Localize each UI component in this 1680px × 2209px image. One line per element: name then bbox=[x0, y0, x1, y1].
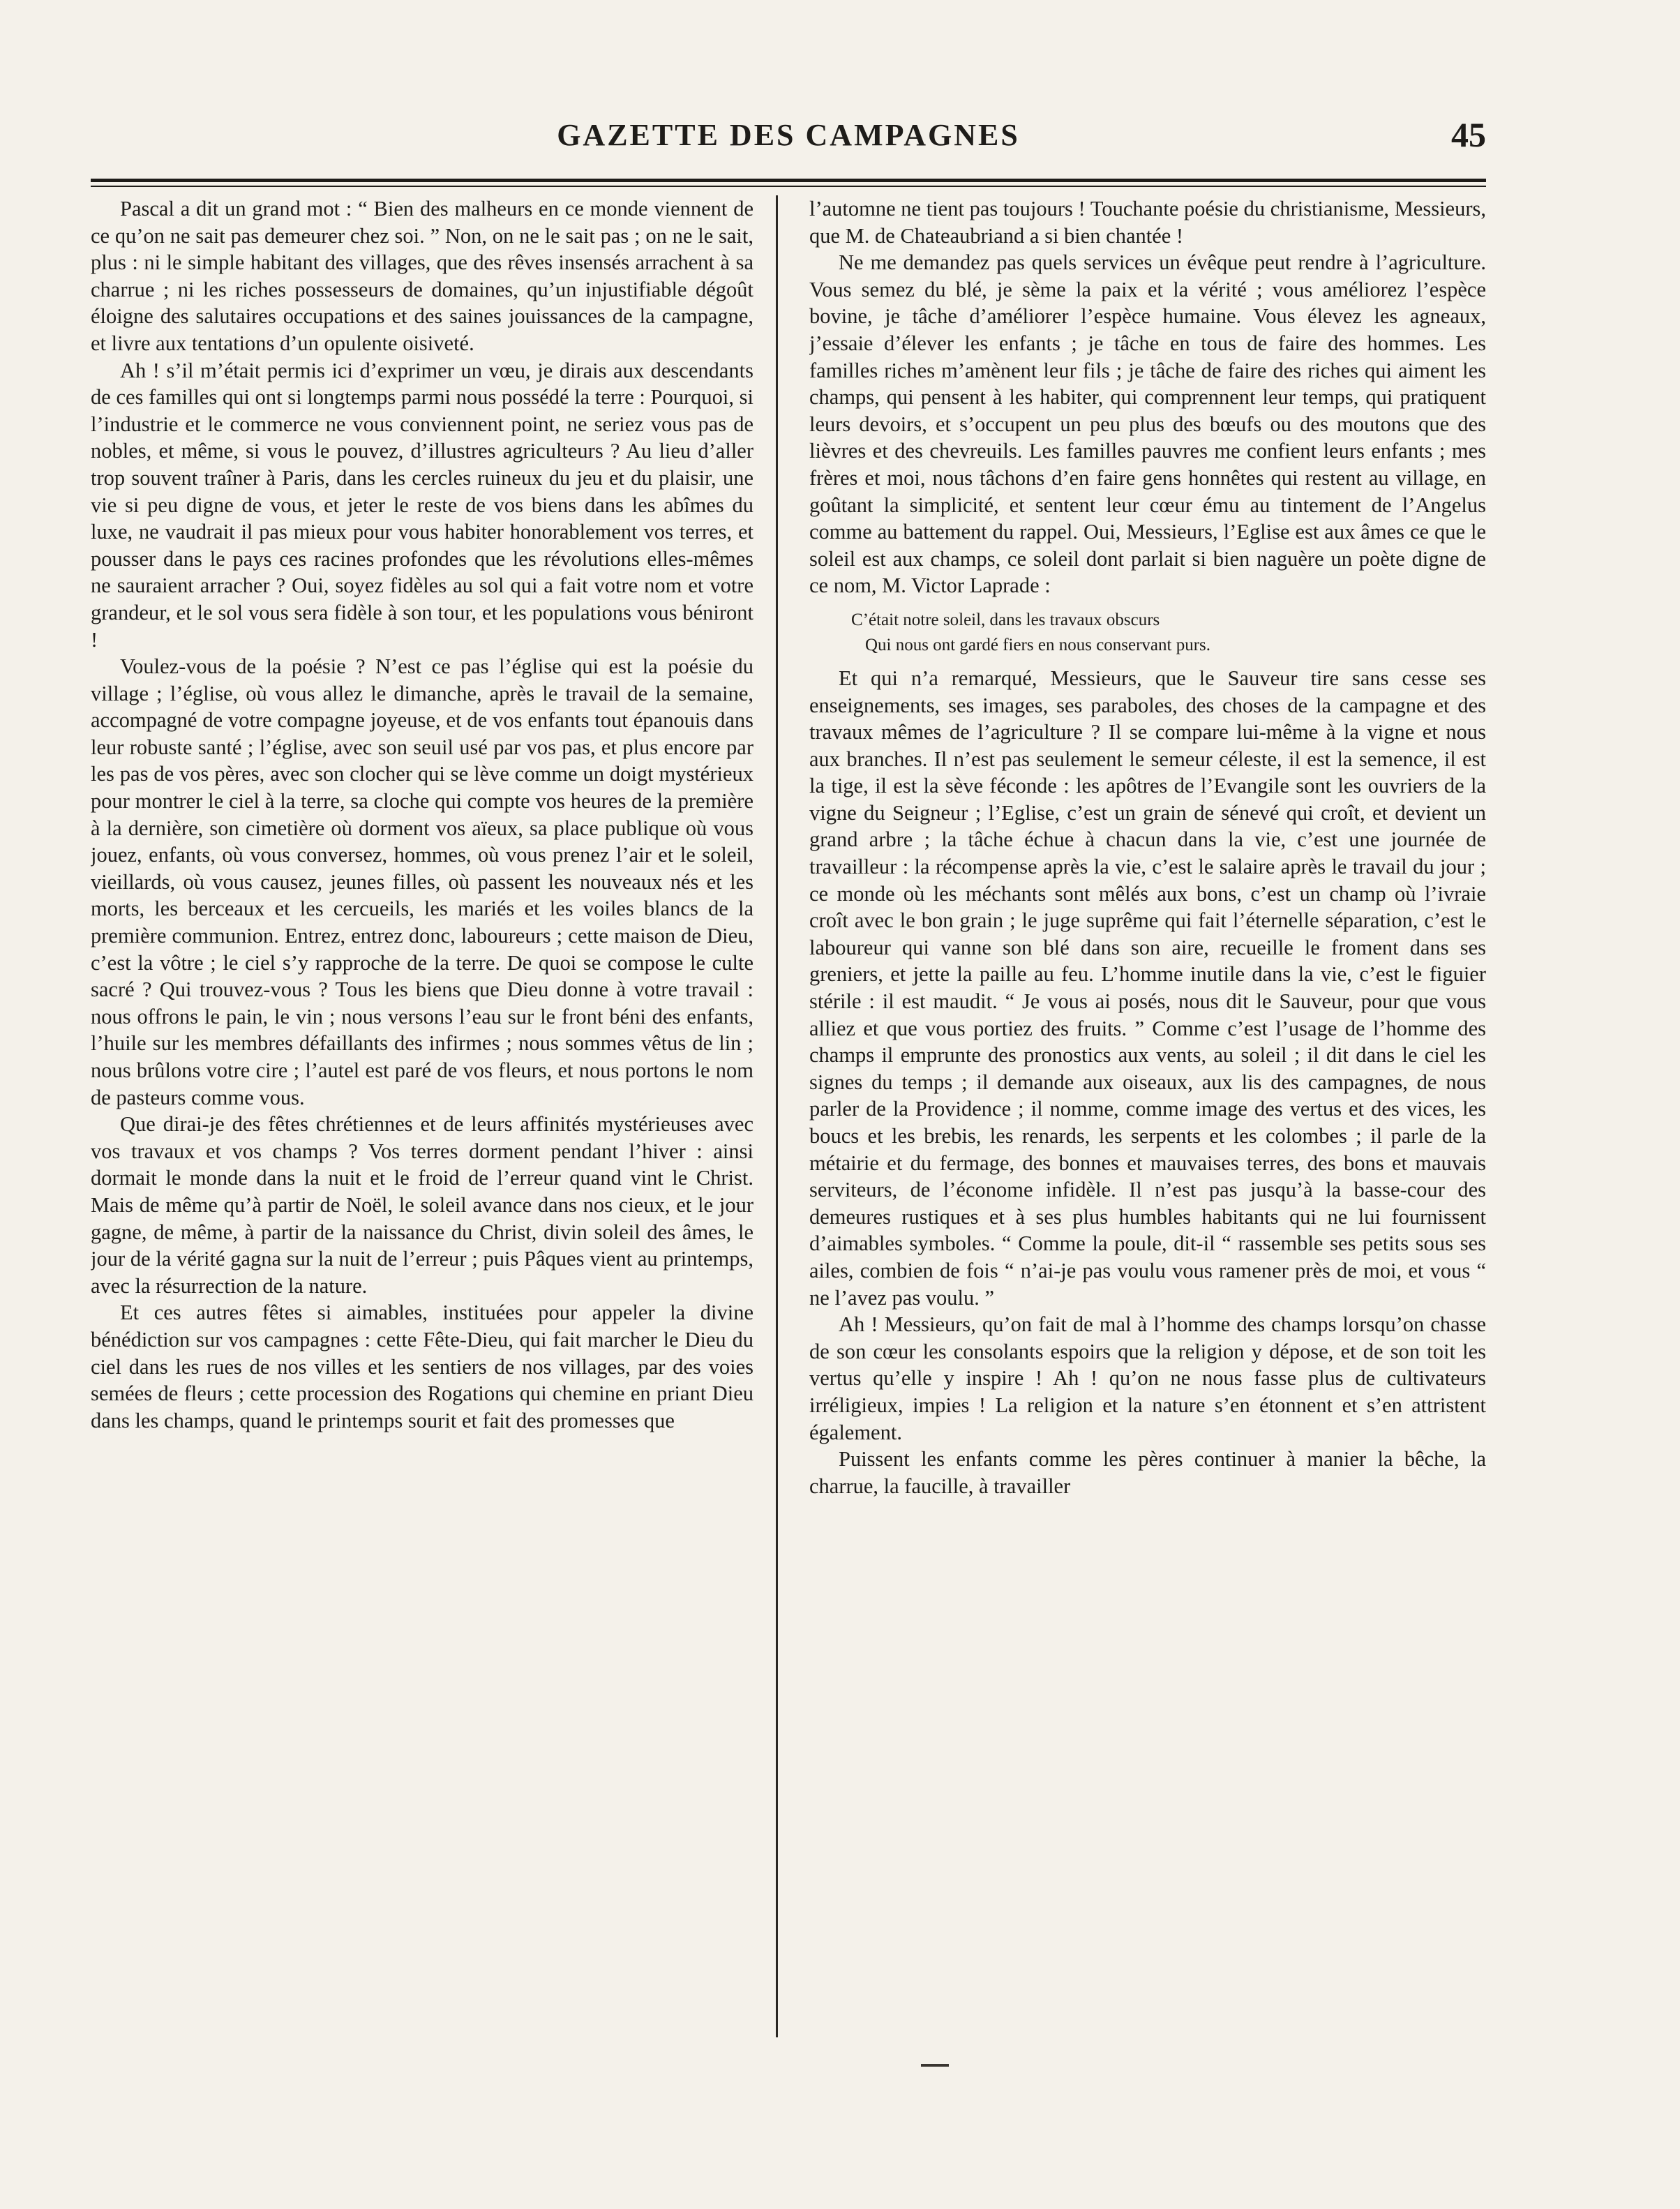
paragraph: Voulez-vous de la poésie ? N’est ce pas l’église qui est la poésie du village ; l’église, où vous allez le dimanche, après le travail de la semaine, accompagné de votre compagne joyeuse, et de vos enfants tout épanouis dans leur robuste santé ; l’église, avec son seuil usé par vos pas, et plus encore par les pas de vos pères, avec son clocher qui se lève comme un doigt mystérieux pour montrer le ciel à la terre, sa cloche qui compte vos heures de la première à la dernière, son cimetière où dorment vos aïeux, sa place publique où vous jouez, enfants, où vous conversez, hommes, où vous prenez l’air et le soleil, vieillards, où vous causez, jeunes filles, où passent les nouveaux nés et les morts, les berceaux et les cercueils, les mariés et les voiles blancs de la première communion. Entrez, entrez donc, laboureurs ; cette maison de Dieu, c’est la vôtre ; le ciel s’y rapproche de la terre. De quoi se compose le culte sacré ? Qui trouvez-vous ? Tous les biens que Dieu donne à votre travail : nous offrons le pain, le vin ; nous versons l’eau sur le front béni des enfants, l’huile sur les membres défaillants des infirmes ; nous sommes vêtus de lin ; nous brûlons votre cire ; l’autel est paré de vos fleurs, et nous portons le nom de pasteurs comme vous. bbox=[91, 654, 753, 1109]
paragraph: Ah ! Messieurs, qu’on fait de mal à l’homme des champs lorsqu’on chasse de son cœur les consolants espoirs que la religion y dépose, et de son toit les vertus qu’elle y inspire ! Ah ! qu’on ne nous fasse plus de cultivateurs irréligieux, impies ! La religion et la nature s’en étonnent et s’en attristent également. bbox=[809, 1312, 1486, 1444]
paragraph: Que dirai-je des fêtes chrétiennes et de leurs affinités mystérieuses avec vos travaux et vos champs ? Vos terres dorment pendant l’hiver : ainsi dormait le monde dans la nuit et le froid de l’erreur quand vint le Christ. Mais de même qu’à partir de Noël, le soleil avance dans nos cieux, et le jour gagne, de même, à partir de la naissance du Christ, divin soleil des âmes, le jour de la vérité gagna sur la nuit de l’erreur ; puis Pâques vient au printemps, avec la résurrection de la nature. bbox=[91, 1112, 753, 1298]
header-rule-thick bbox=[91, 179, 1486, 182]
verse-line: Qui nous ont gardé fiers en nous conservant purs. bbox=[865, 635, 1211, 654]
footer-mark bbox=[921, 2064, 949, 2067]
left-column bbox=[91, 195, 753, 2051]
paragraph: Pascal a dit un grand mot : “ Bien des malheurs en ce monde viennent de ce qu’on ne sait pas demeurer chez soi. ” Non, on ne le sait pas ; on ne le sait, plus : ni le simple habitant des villages, que des rêves insensés arrachent à sa charrue ; ni les riches possesseurs de domaines, qu’un injustifiable dégoût éloigne des salutaires occupations et des saines jouissances de la campagne, et livre aux tentations d’un opulente oisiveté. bbox=[91, 197, 753, 355]
column-divider bbox=[776, 195, 778, 2037]
page-title: GAZETTE DES CAMPAGNES bbox=[557, 118, 1020, 152]
verse-line: C’était notre soleil, dans les travaux obscurs bbox=[851, 610, 1160, 629]
paragraph: Puissent les enfants comme les pères continuer à manier la bêche, la charrue, la faucille, à travailler bbox=[809, 1447, 1486, 1498]
verse-quote bbox=[809, 608, 1486, 658]
header-rule-thin bbox=[91, 186, 1486, 187]
page-number: 45 bbox=[1451, 115, 1486, 154]
paragraph: Ah ! s’il m’était permis ici d’exprimer un vœu, je dirais aux descendants de ces familles qui ont si longtemps parmi nous possédé la terre : Pourquoi, si l’industrie et le commerce ne vous conviennent point, ne seriez vous pas de nobles, et même, si vous le pouvez, d’illustres agriculteurs ? Au lieu d’aller trop souvent traîner à Paris, dans les cercles ruineux du jeu et du plaisir, une vie si peu digne de vous, et jeter le reste de vos biens dans les abîmes du luxe, ne vaudrait il pas mieux pour vous habiter honorablement vos terres, et pousser dans le pays ces racines profondes que les révolutions elles-mêmes ne sauraient arracher ? Oui, soyez fidèles au sol qui a fait votre nom et votre grandeur, et le sol vous sera fidèle à son tour, et les populations vous béniront ! bbox=[91, 358, 753, 652]
page-header bbox=[91, 112, 1486, 160]
paragraph: Et ces autres fêtes si aimables, instituées pour appeler la divine bénédiction sur vos campagnes : cette Fête-Dieu, qui fait marcher le Dieu du ciel dans les rues de nos villes et les sentiers de nos villages, par des voies semées de fleurs ; cette procession des Rogations qui chemine en priant Dieu dans les champs, quand le printemps sourit et fait des promesses que bbox=[91, 1301, 753, 1432]
paragraph: Et qui n’a remarqué, Messieurs, que le Sauveur tire sans cesse ses enseignements, ses images, ses paraboles, des choses de la campagne et des travaux mêmes de l’agriculture ? Il se compare lui-même à la vigne et nous aux branches. Il n’est pas seulement le semeur céleste, il est la semence, il est la tige, il est la sève féconde : les apôtres de l’Evangile sont les ouvriers de la vigne du Seigneur ; l’Eglise, c’est un grain de sénevé qui croît, et devient un grand arbre ; la tâche échue à chacun dans la vie, c’est une journée de travailleur : la récompense après la vie, c’est le salaire après le travail du jour ; ce monde où les méchants sont mêlés aux bons, c’est un champ où l’ivraie croît avec le bon grain ; le juge suprême qui fait l’éternelle séparation, c’est le laboureur qui vanne son blé dans son aire, recueille le froment dans ses greniers, et jette la paille au feu. L’homme inutile dans la vie, c’est le figuier stérile : il est maudit. “ Je vous ai posés, nous dit le Sauveur, pour que vous alliez et que vous portiez des fruits. ” Comme c’est l’usage de l’homme des champs il emprunte des pronostics aux vents, au soleil ; il dit dans le ciel les signes du temps ; il demande aux oiseaux, aux lis des campagnes, de nous parler de la Providence ; il nomme, comme image des vertus et des vices, les boucs et les brebis, les renards, les serpents et les colombes ; il parle de la métairie et du fermage, des bonnes et mauvaises terres, des bons et mauvais serviteurs, de l’économe infidèle. Il n’est pas jusqu’à la basse-cour des demeures rustiques et à ses plus humbles habitants qui ne lui fournissent d’aimables symboles. “ Comme la poule, dit-il “ rassemble ses petits sous ses ailes, combien de fois “ n’ai-je pas voulu vous ramener près de moi, et vous “ ne l’avez pas voulu. ” bbox=[809, 666, 1486, 1310]
paragraph: l’automne ne tient pas toujours ! Touchante poésie du christianisme, Messieurs, que M. de Chateaubriand a si bien chantée ! bbox=[809, 197, 1486, 248]
right-column bbox=[809, 195, 1486, 2051]
paragraph: Ne me demandez pas quels services un évêque peut rendre à l’agriculture. Vous semez du blé, je sème la paix et la vérité ; vous améliorez l’espèce bovine, je tâche d’améliorer l’espèce humaine. Vous élevez les agneaux, j’essaie d’élever les enfants ; je tâche en tous de faire des hommes. Les familles riches m’amènent leur fils ; je tâche de faire des riches qui aiment les champs, qui pensent à les habiter, qui comprennent leur temps, qui pratiquent leurs devoirs, et s’occupent un peu plus des bœufs ou des moutons que des lièvres et des chevreuils. Les familles pauvres me confient leurs enfants ; mes frères et moi, nous tâchons d’en faire gens honnêtes qui restent au village, en goûtant la simplicité, et sentent leur cœur ému au tintement de l’Angelus comme au battement du rappel. Oui, Messieurs, l’Eglise est aux âmes ce que le soleil est aux champs, ce soleil dont parlait si bien naguère un poète digne de ce nom, M. Victor Laprade : bbox=[809, 250, 1486, 598]
